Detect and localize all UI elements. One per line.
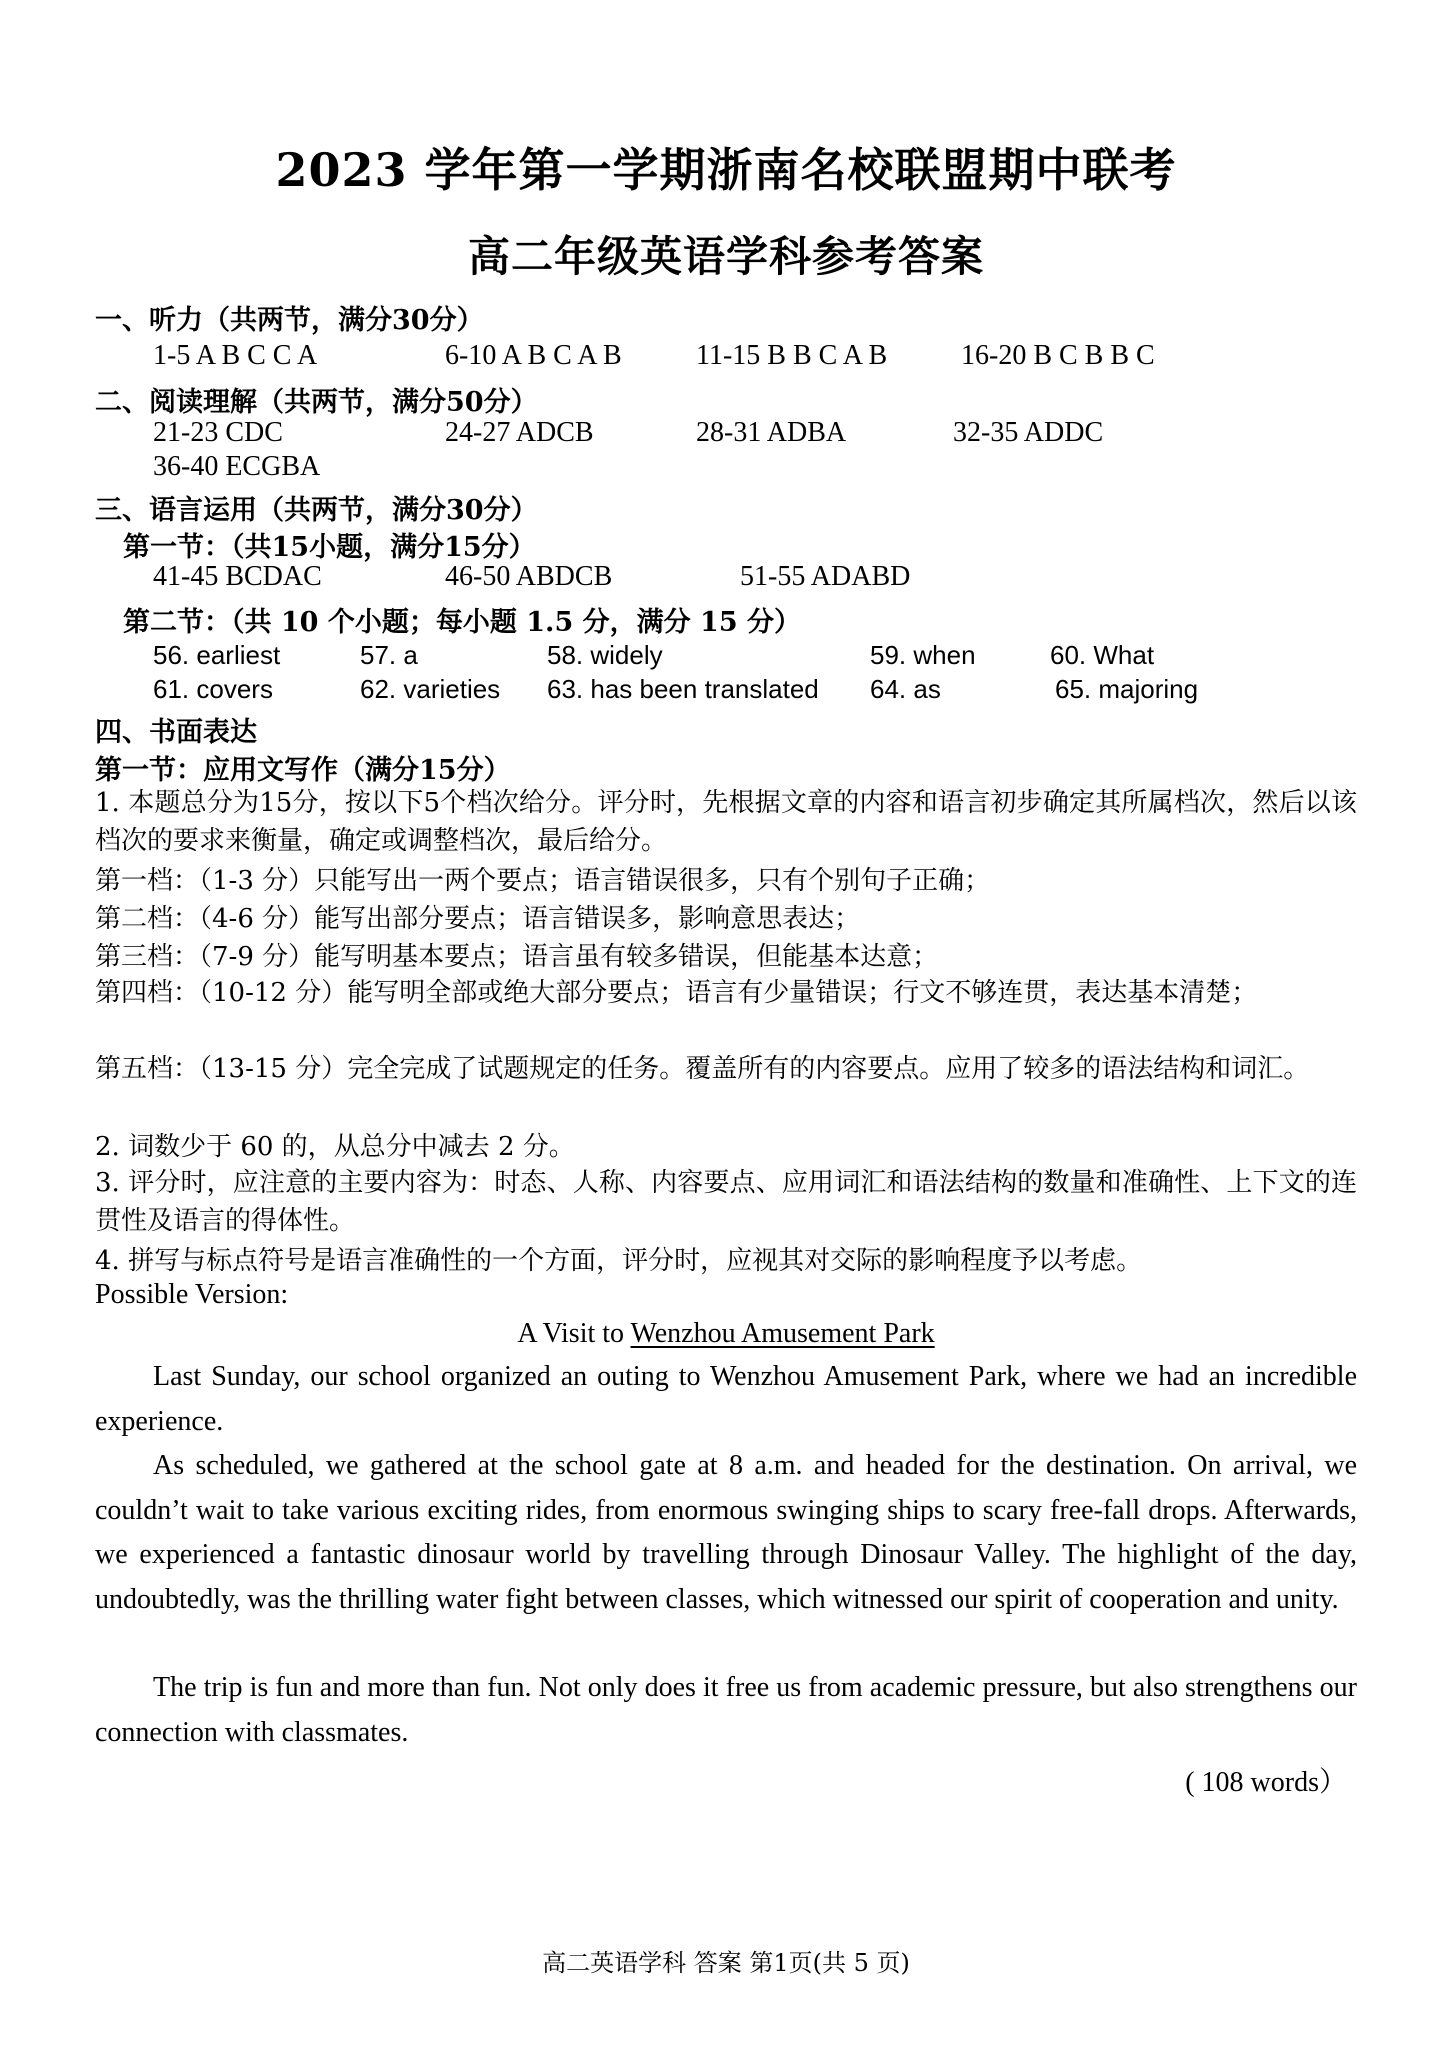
answer-item: 61. covers <box>153 674 273 704</box>
answer-item: 65. majoring <box>1055 674 1199 704</box>
answer-group: 6-10 A B C A B <box>445 340 622 371</box>
scoring-level-1: 第一档：（1-3 分）只能写出一两个要点；语言错误很多，只有个别句子正确； <box>95 866 991 896</box>
answer-item: 63. has been translated <box>547 674 819 704</box>
subsection-heading-cloze: 第一节：（共15小题，满分15分） <box>123 532 536 563</box>
subsection-heading-grammar-fill: 第二节：（共 10 个小题；每小题 1.5 分，满分 15 分） <box>123 607 802 638</box>
subsection-heading-practical-writing: 第一节：应用文写作（满分15分） <box>95 755 511 786</box>
answer-row-listening <box>95 340 1357 374</box>
essay-paragraph: As scheduled, we gathered at the school gate at 8 a.m. and headed for the destination. On arrival, we couldn’t wait to take various exciting rides, from enormous swinging ships to scary free-fall drops. Afterwards, we experienced a fantastic dinosaur world by travelling through Dinosaur Valley. The highlight of the day, undoubtedly, was the thrilling water fight between classes, which witnessed our spirit of cooperation and unity. <box>95 1450 1357 1615</box>
answer-item: 59. when <box>870 640 976 670</box>
answer-item: 60. What <box>1050 640 1155 670</box>
answer-item: 64. as <box>870 674 941 704</box>
answer-row-reading-2 <box>95 451 1357 485</box>
essay-paragraph: The trip is fun and more than fun. Not only does it free us from academic pressure, but also strengthens our connection with classmates. <box>95 1672 1357 1748</box>
scoring-level-3: 第三档：（7-9 分）能写明基本要点；语言虽有较多错误，但能基本达意； <box>95 942 939 972</box>
answer-group: 51-55 ADABD <box>740 561 911 592</box>
word-count: ( 108 words） <box>1185 1767 1347 1798</box>
section-heading-reading: 二、阅读理解（共两节，满分50分） <box>95 387 538 418</box>
scoring-level-5: 第五档：（13-15 分）完全完成了试题规定的任务。覆盖所有的内容要点。应用了较多的语法结构和词汇。 <box>95 1054 1310 1084</box>
scoring-rule-4: 4. 拼写与标点符号是语言准确性的一个方面，评分时，应视其对交际的影响程度予以考虑。 <box>95 1246 1143 1276</box>
section-heading-writing: 四、书面表达 <box>95 717 257 748</box>
answer-group: 28-31 ADBA <box>696 417 847 448</box>
answer-item: 62. varieties <box>360 674 501 704</box>
answer-group: 21-23 CDC <box>153 417 283 448</box>
answer-item: 57. a <box>360 640 418 670</box>
answer-row-cloze <box>95 561 1357 595</box>
answer-group: 16-20 B C B B C <box>961 340 1155 371</box>
answer-row-grammar-fill-1 <box>95 640 1357 674</box>
page-subtitle: 高二年级英语学科参考答案 <box>467 232 984 281</box>
answer-group: 24-27 ADCB <box>445 417 594 448</box>
answer-group: 32-35 ADDC <box>953 417 1104 448</box>
answer-group: 1-5 A B C C A <box>153 340 318 371</box>
page-footer: 高二英语学科 答案 第1页(共 5 页) <box>542 1949 910 1977</box>
answer-row-grammar-fill-2 <box>95 674 1357 708</box>
answer-row-reading <box>95 417 1357 451</box>
scoring-rule-1: 1. 本题总分为15分，按以下5个档次给分。评分时，先根据文章的内容和语言初步确定其所属档次，然后以该档次的要求来衡量，确定或调整档次，最后给分。 <box>95 788 1357 856</box>
scoring-rule-3: 3. 评分时，应注意的主要内容为：时态、人称、内容要点、应用词汇和语法结构的数量和准确性、上下文的连贯性及语言的得体性。 <box>95 1168 1357 1236</box>
answer-group: 36-40 ECGBA <box>153 451 321 482</box>
answer-group: 46-50 ABDCB <box>445 561 613 592</box>
essay-title <box>95 1318 1357 1350</box>
section-heading-language-use: 三、语言运用（共两节，满分30分） <box>95 495 538 526</box>
answer-item: 56. earliest <box>153 640 281 670</box>
answer-group: 11-15 B B C A B <box>696 340 888 371</box>
scoring-level-2: 第二档：（4-6 分）能写出部分要点；语言错误多，影响意思表达； <box>95 904 861 934</box>
page-title: 2023 学年第一学期浙南名校联盟期中联考 <box>275 143 1177 197</box>
essay-paragraph: Last Sunday, our school organized an outing to Wenzhou Amusement Park, where we had an incredible experience. <box>95 1361 1357 1437</box>
section-heading-listening: 一、听力（共两节，满分30分） <box>95 305 484 336</box>
scoring-level-4: 第四档：（10-12 分）能写明全部或绝大部分要点；语言有少量错误；行文不够连贯，表达基本清楚； <box>95 978 1258 1008</box>
possible-version-label: Possible Version: <box>95 1279 289 1310</box>
essay-title-prefix: A Visit to <box>517 1318 631 1349</box>
answer-group: 41-45 BCDAC <box>153 561 322 592</box>
essay-title-place: Wenzhou Amusement Park <box>630 1318 935 1349</box>
answer-item: 58. widely <box>547 640 663 670</box>
scoring-rule-2: 2. 词数少于 60 的，从总分中减去 2 分。 <box>95 1132 575 1162</box>
